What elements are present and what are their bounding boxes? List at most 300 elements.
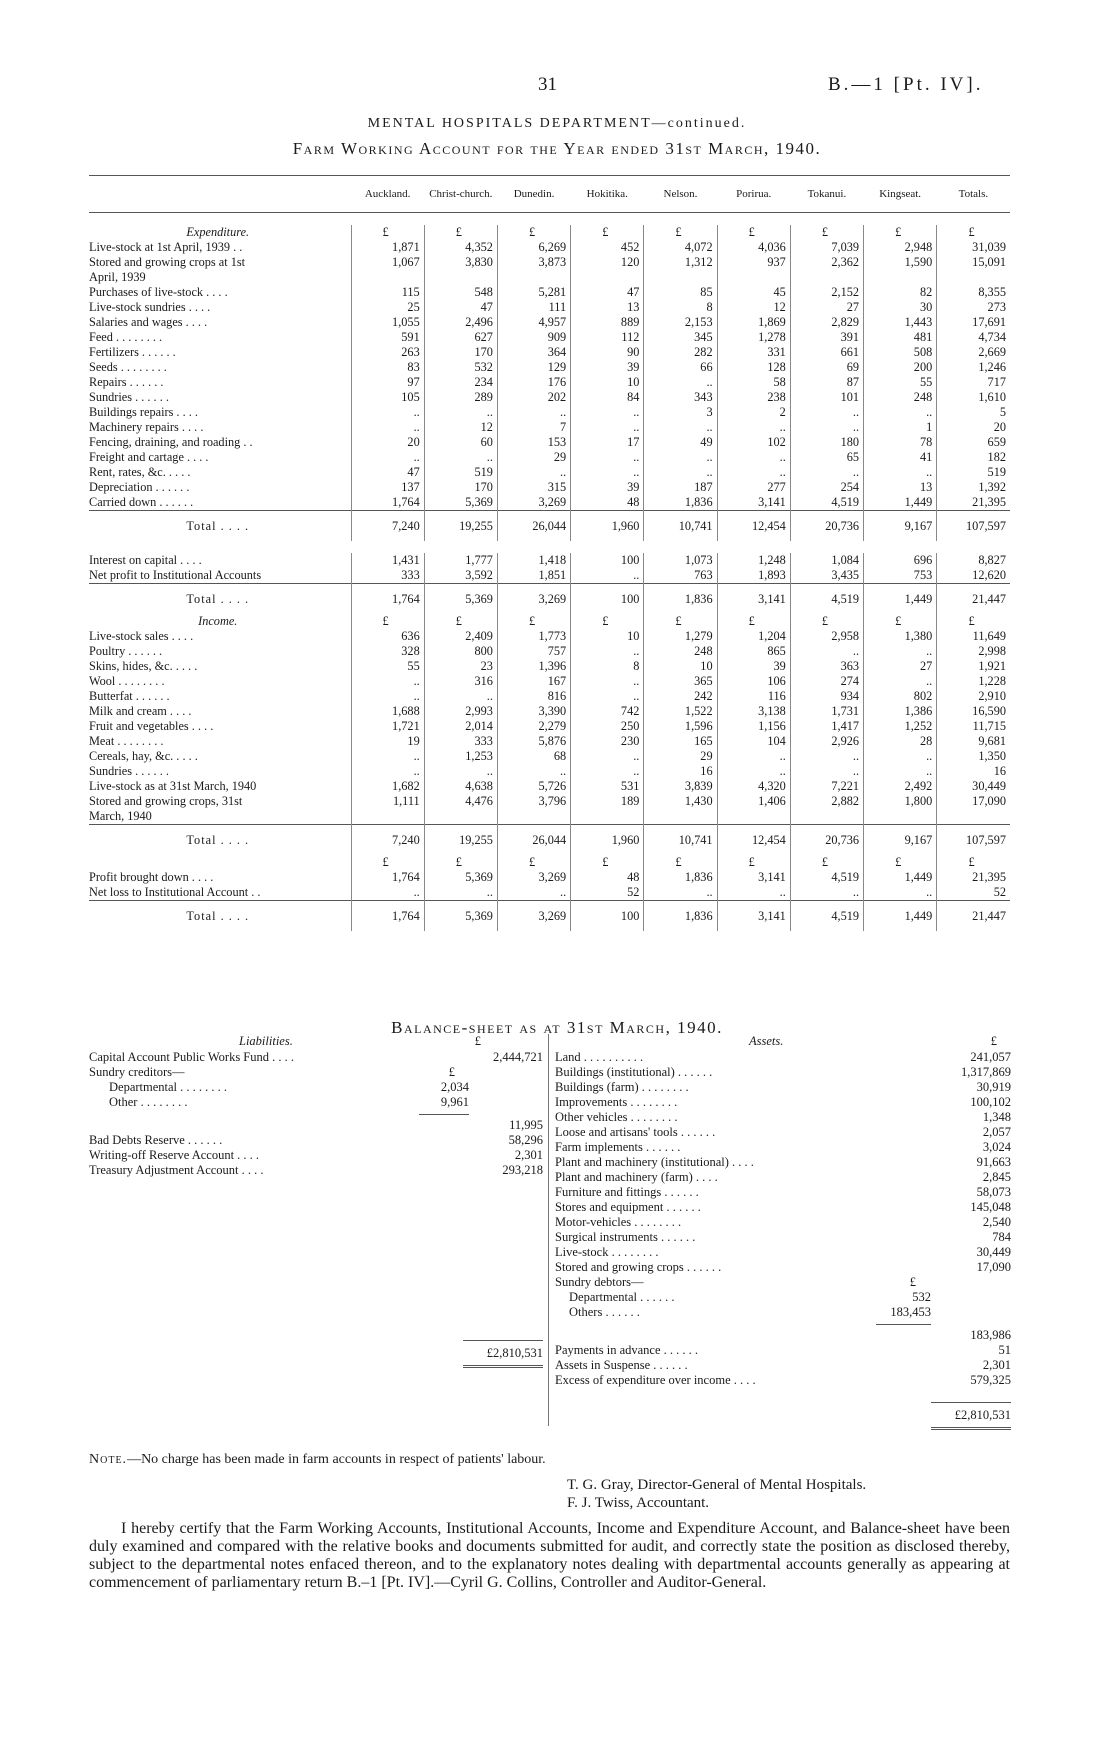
liabilities-heading-row [89,1034,543,1050]
row-label: Live-stock as at 31st March, 1940 [89,779,257,793]
asset-value: 91,663 [976,1155,1011,1169]
value-cell: 12,620 [937,568,1010,584]
value-cell: .. [864,749,937,764]
value-cell: 8 [571,659,644,674]
asset-value: 1,348 [982,1110,1011,1124]
value-cell: 58 [717,375,790,390]
row-label: Fencing, draining, and roading . . [89,435,253,449]
assets-total: £2,810,531 [931,1402,1011,1430]
value-cell: 548 [424,285,497,300]
value-cell: 627 [424,330,497,345]
value-cell: 9,167 [864,511,937,542]
value-cell: 277 [717,480,790,495]
asset-row [549,1328,1011,1343]
value-cell: 26,044 [497,511,570,542]
value-cell: 1,836 [644,495,717,511]
value-cell: £ [424,614,497,629]
liabilities-spacer [89,1178,543,1340]
value-cell: 1,773 [497,629,570,644]
value-cell: 4,352 [424,240,497,255]
row-label: Fruit and vegetables . . . . [89,719,214,733]
farm-working-account-table [89,175,1010,931]
value-cell: 15,091 [937,255,1010,270]
value-cell: 364 [497,345,570,360]
value-cell: .. [717,885,790,901]
value-cell: 717 [937,375,1010,390]
value-cell: .. [571,405,644,420]
value-cell: 1,430 [644,794,717,809]
value-cell: 1,386 [864,704,937,719]
value-cell: 2,153 [644,315,717,330]
value-cell: 333 [351,568,424,584]
value-cell [644,809,717,825]
value-cell: 5,726 [497,779,570,794]
value-cell: 25 [351,300,424,315]
value-cell: 4,036 [717,240,790,255]
asset-label: Motor-vehicles . . . . . . . . [555,1215,682,1229]
liability-row [89,1095,543,1110]
asset-value: 2,540 [982,1215,1011,1229]
balance-sheet-title: Balance-sheet as at 31st March, 1940. [391,1018,723,1037]
value-cell: 7 [497,420,570,435]
value-cell: 934 [790,689,863,704]
total-row [89,584,1010,615]
value-cell: 1,111 [351,794,424,809]
table-row [89,420,1010,435]
value-cell: 48 [571,495,644,511]
value-cell: .. [351,674,424,689]
value-cell [717,809,790,825]
value-cell: 27 [790,300,863,315]
value-cell: 83 [351,360,424,375]
value-cell [424,809,497,825]
asset-row [549,1080,1011,1095]
value-cell: 3,141 [717,870,790,885]
table-row [89,644,1010,659]
value-cell: 1,228 [937,674,1010,689]
pound-row [89,855,1010,870]
value-cell: 4,734 [937,330,1010,345]
value-cell: 26,044 [497,825,570,856]
asset-label: Excess of expenditure over income . . . . [555,1373,756,1387]
value-cell: 345 [644,330,717,345]
value-cell: 12,454 [717,825,790,856]
value-cell: .. [644,450,717,465]
value-cell: 2,998 [937,644,1010,659]
value-cell: .. [571,644,644,659]
value-cell: 1,836 [644,901,717,932]
table-row [89,885,1010,901]
liability-label: Sundry creditors— [89,1065,185,1079]
value-cell: 937 [717,255,790,270]
value-cell: 3,839 [644,779,717,794]
row-label: Buildings repairs . . . . [89,405,198,419]
value-cell: 519 [937,465,1010,480]
value-cell: 1,449 [864,901,937,932]
value-cell: 274 [790,674,863,689]
value-cell: 65 [790,450,863,465]
value-cell [497,809,570,825]
table-row [89,270,1010,285]
value-cell: 170 [424,345,497,360]
value-cell: 180 [790,435,863,450]
value-cell: .. [424,885,497,901]
liability-value: 2,444,721 [493,1050,543,1064]
value-cell: £ [644,225,717,240]
row-label: Milk and cream . . . . [89,704,192,718]
value-cell: 1,960 [571,511,644,542]
pound-sign: £ [448,1065,455,1079]
value-cell: 3,269 [497,901,570,932]
value-cell: .. [790,764,863,779]
value-cell: 1,449 [864,870,937,885]
header-blank [89,176,351,213]
asset-value: 3,024 [982,1140,1011,1154]
note-text: —No charge has been made in farm accounts in respect of patients' labour. [127,1452,546,1467]
value-cell: 100 [571,584,644,615]
value-cell: 105 [351,390,424,405]
asset-row [549,1245,1011,1260]
value-cell: 10,741 [644,511,717,542]
value-cell: 16,590 [937,704,1010,719]
value-cell: 4,519 [790,870,863,885]
value-cell [424,270,497,285]
liability-row [89,1080,543,1095]
value-cell [644,270,717,285]
value-cell: £ [424,855,497,870]
value-cell: 282 [644,345,717,360]
value-cell: .. [790,465,863,480]
value-cell [571,270,644,285]
liability-value: 2,301 [514,1148,543,1162]
value-cell: 254 [790,480,863,495]
value-cell: 2,496 [424,315,497,330]
liability-label: Departmental . . . . . . . . [109,1080,228,1094]
value-cell: 1,764 [351,870,424,885]
value-cell: 1,590 [864,255,937,270]
value-cell: 5,369 [424,584,497,615]
value-cell: .. [571,568,644,584]
asset-value: 2,301 [982,1358,1011,1372]
value-cell: 9,681 [937,734,1010,749]
value-cell: 2,829 [790,315,863,330]
asset-row [549,1050,1011,1065]
value-cell: 5,369 [424,870,497,885]
value-cell: 29 [497,450,570,465]
value-cell: 3,269 [497,495,570,511]
value-cell: 1,204 [717,629,790,644]
value-cell: 452 [571,240,644,255]
value-cell: £ [717,225,790,240]
row-label: April, 1939 [89,270,146,284]
table-row [89,809,1010,825]
value-cell: 128 [717,360,790,375]
value-cell: 889 [571,315,644,330]
value-cell: 328 [351,644,424,659]
value-cell: 238 [717,390,790,405]
value-cell: 39 [571,360,644,375]
value-cell: £ [864,614,937,629]
value-cell: .. [571,689,644,704]
value-cell: 1,893 [717,568,790,584]
value-cell: 104 [717,734,790,749]
liability-value: 58,296 [508,1133,543,1147]
value-cell: 1,610 [937,390,1010,405]
value-cell: 1,800 [864,794,937,809]
asset-row [549,1358,1011,1373]
pound-sign: £ [474,1034,481,1048]
row-label: Sundries . . . . . . [89,390,169,404]
row-label: Expenditure. [186,225,250,239]
value-cell: 47 [424,300,497,315]
value-cell: £ [424,225,497,240]
row-label [89,855,351,870]
value-cell: 47 [351,465,424,480]
spacer-row [89,541,1010,553]
value-cell: 12 [717,300,790,315]
value-cell: .. [717,420,790,435]
value-cell: 21,395 [937,870,1010,885]
value-cell: .. [864,465,937,480]
asset-row [549,1140,1011,1155]
spacer-cell [89,213,1010,226]
value-cell: 3,141 [717,901,790,932]
column-header: Tokanui. [790,176,863,213]
table-row [89,749,1010,764]
value-cell: 1,248 [717,553,790,568]
value-cell: .. [864,885,937,901]
liability-value: 11,995 [509,1118,543,1132]
value-cell: 1,156 [717,719,790,734]
value-cell: 315 [497,480,570,495]
value-cell: 69 [790,360,863,375]
asset-value: 1,317,869 [961,1065,1011,1079]
value-cell: 909 [497,330,570,345]
note [89,1452,546,1468]
value-cell: £ [864,225,937,240]
value-cell: 1,836 [644,870,717,885]
value-cell: £ [497,614,570,629]
row-label: Cereals, hay, &c. . . . . [89,749,198,763]
value-cell: 1,418 [497,553,570,568]
value-cell: £ [864,855,937,870]
liability-value: 9,961 [440,1095,469,1109]
column-header: Totals. [937,176,1010,213]
value-cell: 17,691 [937,315,1010,330]
value-cell: .. [790,420,863,435]
value-cell: 531 [571,779,644,794]
value-cell: .. [424,405,497,420]
value-cell: £ [351,614,424,629]
value-cell: 363 [790,659,863,674]
asset-value: 51 [998,1343,1011,1357]
value-cell: 4,519 [790,901,863,932]
value-cell: 28 [864,734,937,749]
page-reference: B.—1 [Pt. IV]. [828,74,984,95]
value-cell: .. [644,465,717,480]
row-label: Total . . . . [89,825,351,856]
section-heading-row [89,614,1010,629]
value-cell: 532 [424,360,497,375]
section-heading-row [89,225,1010,240]
value-cell: .. [864,764,937,779]
liabilities-section [89,1034,543,1364]
total-row [89,825,1010,856]
value-cell: .. [424,450,497,465]
table-row [89,330,1010,345]
assets-section [548,1034,1011,1426]
value-cell: .. [644,420,717,435]
value-cell: 189 [571,794,644,809]
asset-value: 2,057 [982,1125,1011,1139]
value-cell: 289 [424,390,497,405]
asset-label: Stores and equipment . . . . . . [555,1200,701,1214]
value-cell: 316 [424,674,497,689]
value-cell: 19,255 [424,511,497,542]
value-cell: 3,141 [717,495,790,511]
value-cell: .. [351,450,424,465]
value-cell: 55 [351,659,424,674]
value-cell: 1,380 [864,629,937,644]
value-cell: .. [717,465,790,480]
value-cell: 1,836 [644,584,717,615]
value-cell: 1,522 [644,704,717,719]
table-row [89,659,1010,674]
table-row [89,704,1010,719]
value-cell: 1,073 [644,553,717,568]
row-label: Income. [198,614,238,628]
value-cell: 100 [571,901,644,932]
page-header [0,74,1114,98]
asset-label: Loose and artisans' tools . . . . . . [555,1125,716,1139]
value-cell: 13 [864,480,937,495]
value-cell: 4,957 [497,315,570,330]
liability-value: 293,218 [502,1163,543,1177]
value-cell: 48 [571,870,644,885]
asset-value: 17,090 [976,1260,1011,1274]
value-cell: 21,447 [937,901,1010,932]
value-cell: 68 [497,749,570,764]
value-cell: 1,777 [424,553,497,568]
value-cell: 111 [497,300,570,315]
value-cell: 248 [864,390,937,405]
value-cell: 1,764 [351,584,424,615]
value-cell: 137 [351,480,424,495]
value-cell: 2,948 [864,240,937,255]
value-cell: 2,993 [424,704,497,719]
value-cell: .. [864,674,937,689]
value-cell: 816 [497,689,570,704]
asset-row [549,1290,1011,1305]
value-cell: 1,312 [644,255,717,270]
value-cell: 101 [790,390,863,405]
value-cell: 45 [717,285,790,300]
value-cell: 29 [644,749,717,764]
value-cell: 1,921 [937,659,1010,674]
value-cell: 2,279 [497,719,570,734]
value-cell: 49 [644,435,717,450]
asset-value: 30,919 [976,1080,1011,1094]
value-cell: 3,138 [717,704,790,719]
value-cell: 757 [497,644,570,659]
value-cell: .. [571,674,644,689]
assets-spacer [549,1388,1011,1402]
value-cell: 1 [864,420,937,435]
value-cell: 170 [424,480,497,495]
value-cell: 591 [351,330,424,345]
liability-label: Other . . . . . . . . [109,1095,188,1109]
asset-label: Other vehicles . . . . . . . . [555,1110,678,1124]
total-row [89,901,1010,932]
value-cell: 800 [424,644,497,659]
value-cell [717,270,790,285]
value-cell: .. [717,749,790,764]
asset-label: Surgical instruments . . . . . . [555,1230,696,1244]
asset-value: 145,048 [970,1200,1011,1214]
value-cell: 87 [790,375,863,390]
table-row [89,300,1010,315]
liability-row [89,1050,543,1065]
pound-sign: £ [909,1275,916,1289]
value-cell: £ [790,614,863,629]
asset-row [549,1230,1011,1245]
asset-label: Buildings (institutional) . . . . . . [555,1065,713,1079]
row-label: Poultry . . . . . . [89,644,163,658]
table-row [89,450,1010,465]
value-cell: 17,090 [937,794,1010,809]
row-label: Carried down . . . . . . [89,495,194,509]
value-cell: .. [351,749,424,764]
value-cell: 1,067 [351,255,424,270]
value-cell: 742 [571,704,644,719]
table-row [89,405,1010,420]
value-cell: 60 [424,435,497,450]
value-cell: 5,281 [497,285,570,300]
value-cell: 2,409 [424,629,497,644]
value-cell: 116 [717,689,790,704]
value-cell: 696 [864,553,937,568]
value-cell: 200 [864,360,937,375]
value-cell: 2,362 [790,255,863,270]
column-header: Nelson. [644,176,717,213]
value-cell: 3,390 [497,704,570,719]
value-cell: 1,253 [424,749,497,764]
value-cell: 2,926 [790,734,863,749]
asset-label: Farm implements . . . . . . [555,1140,681,1154]
value-cell: 167 [497,674,570,689]
value-cell: 8 [644,300,717,315]
table-row [89,553,1010,568]
value-cell: 9,167 [864,825,937,856]
table-row [89,435,1010,450]
value-cell: 82 [864,285,937,300]
value-cell: 636 [351,629,424,644]
table-row [89,870,1010,885]
value-cell [864,270,937,285]
value-cell: 250 [571,719,644,734]
value-cell: 55 [864,375,937,390]
note-prefix: Note. [89,1452,128,1467]
value-cell: 202 [497,390,570,405]
table-row [89,794,1010,809]
value-cell [864,809,937,825]
row-label: Salaries and wages . . . . [89,315,208,329]
value-cell: 165 [644,734,717,749]
value-cell: 1,688 [351,704,424,719]
asset-label: Live-stock . . . . . . . . [555,1245,659,1259]
value-cell: 2,882 [790,794,863,809]
value-cell: 30 [864,300,937,315]
